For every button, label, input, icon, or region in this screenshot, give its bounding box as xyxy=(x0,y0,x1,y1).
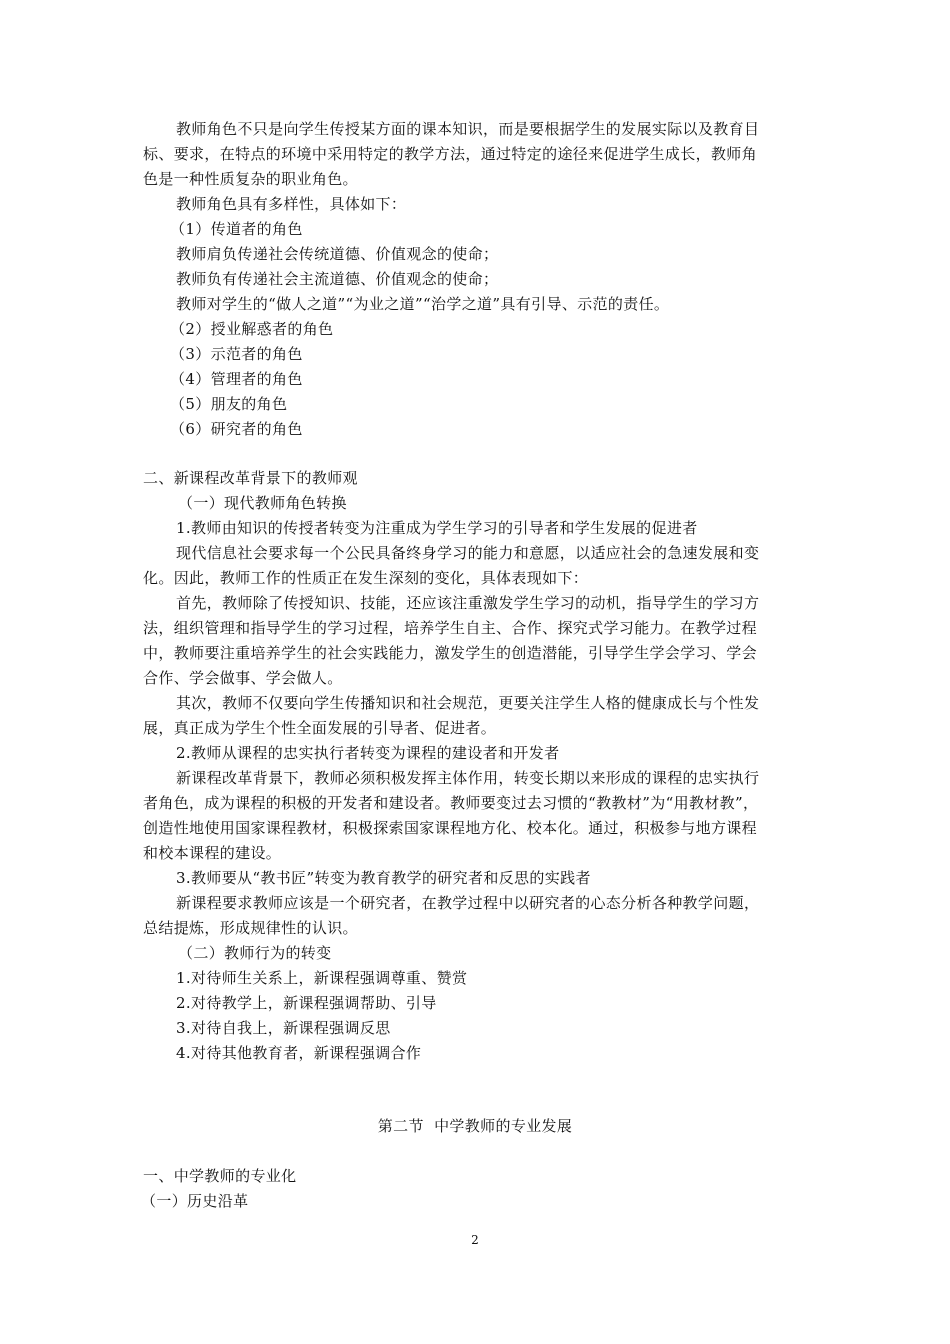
paragraph-line: 教师负有传递社会主流道德、价值观念的使命； xyxy=(176,270,499,288)
paragraph-line: 教师对学生的“做人之道”“为业之道”“治学之道”具有引导、示范的责任。 xyxy=(176,295,670,313)
paragraph-line: 教师肩负传递社会传统道德、价值观念的使命； xyxy=(176,245,499,263)
paragraph-line: 1.教师由知识的传授者转变为注重成为学生学习的引导者和学生发展的促进者 xyxy=(176,519,698,537)
paragraph-line: 教师角色具有多样性，具体如下： xyxy=(176,195,407,213)
paragraph-line: 总结提炼，形成规律性的认识。 xyxy=(143,919,358,937)
paragraph-line: 其次，教师不仅要向学生传播知识和社会规范，更要关注学生人格的健康成长与个性发 xyxy=(176,694,760,712)
page-number: 2 xyxy=(471,1233,479,1247)
paragraph-line: 现代信息社会要求每一个公民具备终身学习的能力和意愿，以适应社会的急速发展和变 xyxy=(176,544,760,562)
list-heading: （3）示范者的角色 xyxy=(170,345,303,363)
paragraph-line: 4.对待其他教育者，新课程强调合作 xyxy=(176,1044,422,1062)
paragraph-line: 色是一种性质复杂的职业角色。 xyxy=(143,170,358,188)
paragraph-line: 3.教师要从“教书匠”转变为教育教学的研究者和反思的实践者 xyxy=(176,869,591,887)
list-heading: （5）朋友的角色 xyxy=(170,395,288,413)
subsection-heading: （一）历史沿革 xyxy=(141,1192,249,1210)
paragraph-line: 展，真正成为学生个性全面发展的引导者、促进者。 xyxy=(143,719,497,737)
paragraph-line: 标、要求，在特点的环境中采用特定的教学方法，通过特定的途径来促进学生成长，教师角 xyxy=(143,145,758,163)
paragraph-line: 1.对待师生关系上，新课程强调尊重、赞赏 xyxy=(176,969,468,987)
paragraph-line: 3.对待自我上，新课程强调反思 xyxy=(176,1019,391,1037)
paragraph-line: 和校本课程的建设。 xyxy=(143,844,282,862)
subsection-heading: （二）教师行为的转变 xyxy=(178,944,332,962)
section-heading: 二、新课程改革背景下的教师观 xyxy=(143,469,358,487)
paragraph-line: 创造性地使用国家课程教材，积极探索国家课程地方化、校本化。通过，积极参与地方课程 xyxy=(143,819,758,837)
paragraph-line: 教师角色不只是向学生传授某方面的课本知识，而是要根据学生的发展实际以及教育目 xyxy=(176,120,760,138)
paragraph-line: 法，组织管理和指导学生的学习过程，培养学生自主、合作、探究式学习能力。在教学过程 xyxy=(143,619,758,637)
paragraph-line: 2.教师从课程的忠实执行者转变为课程的建设者和开发者 xyxy=(176,744,560,762)
section-heading: 一、中学教师的专业化 xyxy=(143,1167,297,1185)
paragraph-line: 新课程改革背景下，教师必须积极发挥主体作用，转变长期以来形成的课程的忠实执行 xyxy=(176,769,760,787)
subsection-heading: （一）现代教师角色转换 xyxy=(178,494,347,512)
list-heading: （1）传道者的角色 xyxy=(170,220,303,238)
paragraph-line: 中，教师要注重培养学生的社会实践能力，激发学生的创造潜能，引导学生学会学习、学会 xyxy=(143,644,758,662)
chapter-section-title: 第二节 中学教师的专业发展 xyxy=(377,1117,573,1135)
paragraph-line: 者角色，成为课程的积极的开发者和建设者。教师要变过去习惯的“教教材”为“用教材教”， xyxy=(143,794,759,812)
paragraph-line: 合作、学会做事、学会做人。 xyxy=(143,669,343,687)
paragraph-line: 化。因此，教师工作的性质正在发生深刻的变化，具体表现如下： xyxy=(143,569,589,587)
list-heading: （2）授业解惑者的角色 xyxy=(170,320,334,338)
paragraph-line: 2.对待教学上，新课程强调帮助、引导 xyxy=(176,994,437,1012)
list-heading: （6）研究者的角色 xyxy=(170,420,303,438)
paragraph-line: 新课程要求教师应该是一个研究者，在教学过程中以研究者的心态分析各种教学问题， xyxy=(176,894,760,912)
paragraph-line: 首先，教师除了传授知识、技能，还应该注重激发学生学习的动机，指导学生的学习方 xyxy=(176,594,760,612)
list-heading: （4）管理者的角色 xyxy=(170,370,303,388)
